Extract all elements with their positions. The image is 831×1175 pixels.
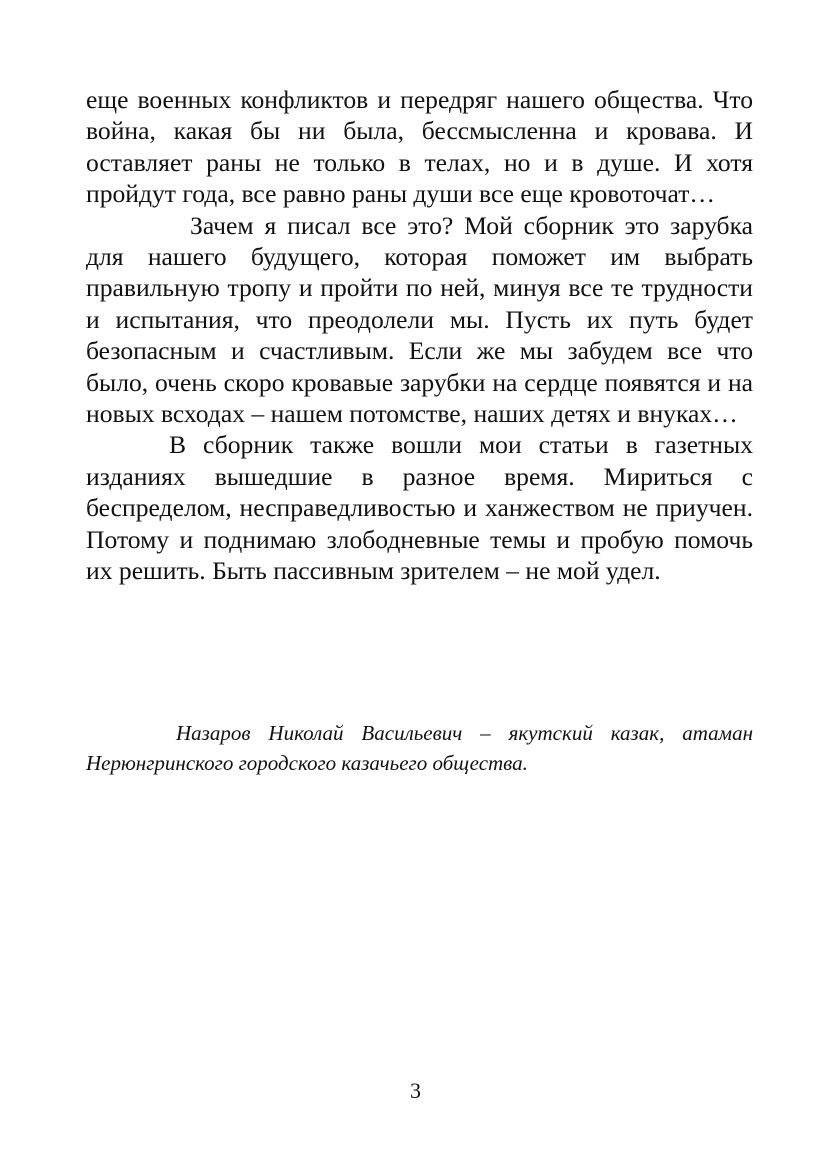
paragraph-collection-articles: В сборник также вошли мои статьи в газетных изданиях вышедшие в разное время. Мириться с беспределом, несправедливостью и ханжеством не приучен. Потому и поднимаю злободневные темы и пробую помочь их решить. Быть пассивным зрителем – не мой удел. [86,430,753,586]
paragraph-continuation: еще военных конфликтов и передряг нашего общества. Что война, какая бы ни была, бессмысленна и кровава. И оставляет раны не только в телах, но и в душе. И хотя пройдут года, все равно раны души все еще кровоточат… [86,85,753,209]
paragraph-why-wrote: Зачем я писал все это? Мой сборник это зарубка для нашего будущего, которая поможет им выбрать правильную тропу и пройти по ней, минуя все те трудности и испытания, что преодолели мы. Пусть их путь будет безопасным и счастливым. Если же мы забудем все что было, очень скоро кровавые зарубки на сердце появятся и на новых всходах – нашем потомстве, наших детях и внуках… [86,210,753,429]
author-signature: Назаров Николай Васильевич – якутский казак, атаман Нерюнгринского городского казачьего общества. [86,721,753,775]
body-text [86,84,753,587]
page-number: 3 [410,1078,421,1103]
